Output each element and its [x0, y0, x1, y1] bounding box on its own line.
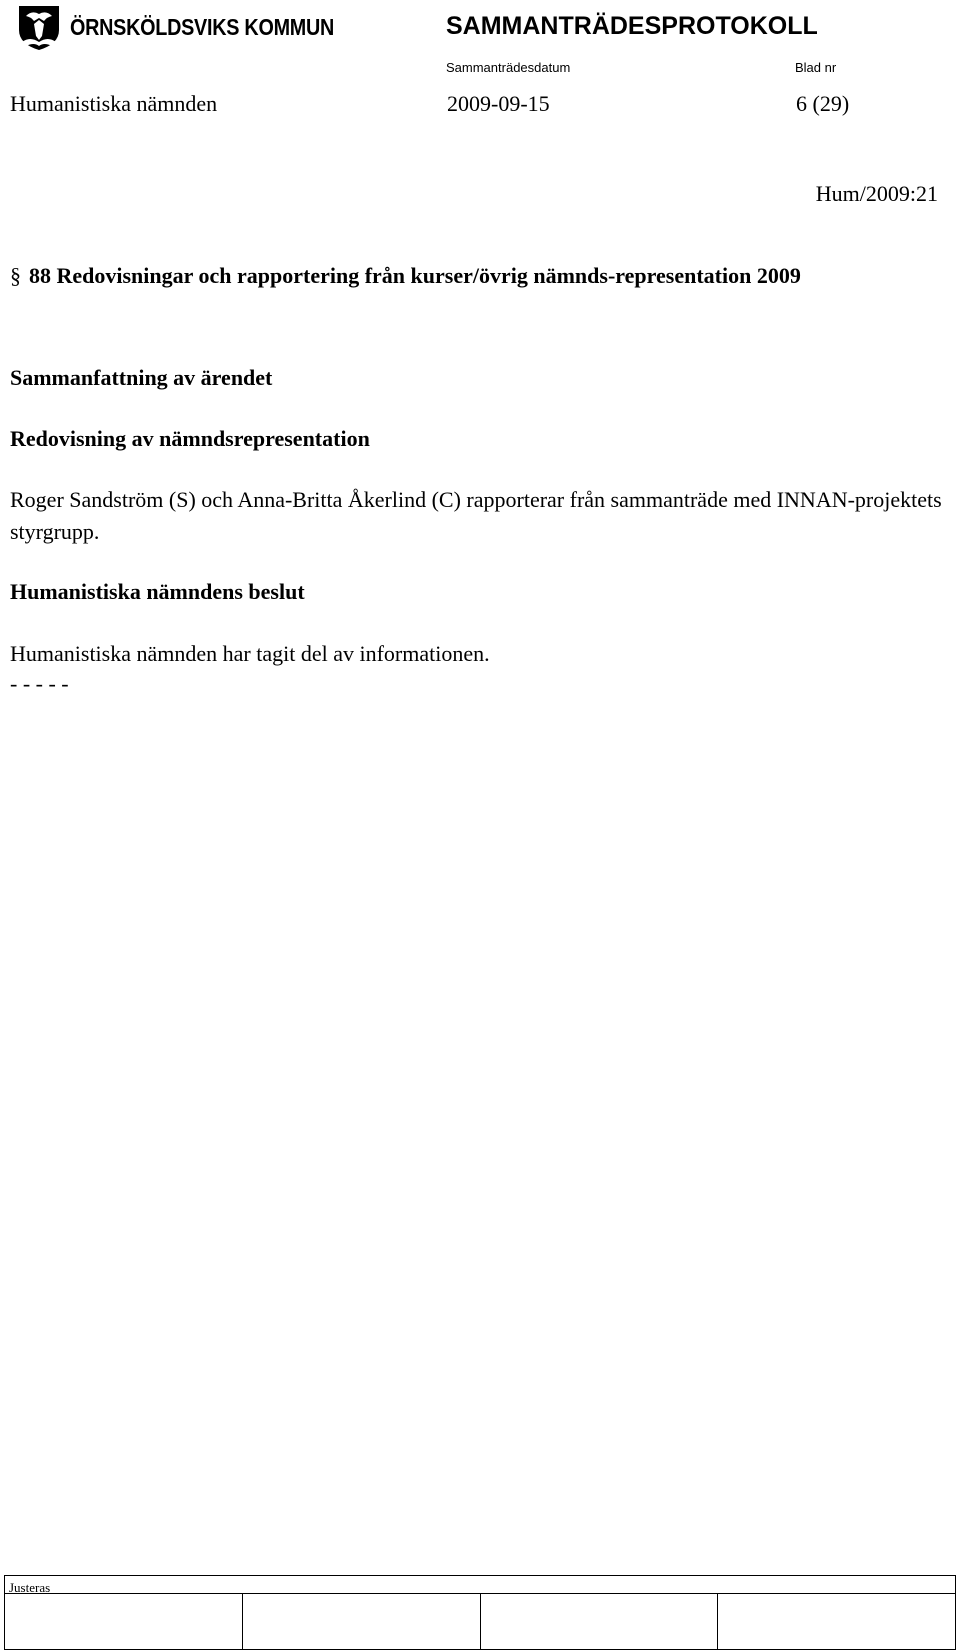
signature-cell [481, 1594, 719, 1649]
signature-cell [5, 1594, 243, 1649]
date-label: Sammanträdesdatum [446, 60, 571, 75]
signature-label: Justeras [9, 1580, 51, 1595]
signature-cell [243, 1594, 481, 1649]
document-type-title: SAMMANTRÄDESPROTOKOLL [446, 12, 818, 40]
summary-heading: Sammanfattning av ärendet [10, 365, 273, 390]
committee-name: Humanistiska nämnden [10, 91, 218, 116]
signature-table [4, 1575, 956, 1650]
report-paragraph: Roger Sandström (S) och Anna-Britta Åkerlind (C) rapporterar från sammanträde med INNAN-projektets styrgrupp. [10, 487, 942, 544]
signature-row [5, 1593, 955, 1649]
municipality-crest-icon [14, 2, 64, 52]
report-heading: Redovisning av nämndsrepresentation [10, 426, 370, 451]
page-label: Blad nr [795, 60, 837, 75]
section-title-text: 88 Redovisningar och rapportering från kurser/övrig nämnds-representation 2009 [29, 263, 801, 288]
paragraph-sign: § [10, 263, 21, 288]
meeting-date: 2009-09-15 [447, 91, 550, 116]
end-marker: - - - - - [10, 671, 69, 696]
signature-cell [718, 1594, 955, 1649]
decision-heading: Humanistiska nämndens beslut [10, 579, 305, 604]
decision-paragraph: Humanistiska nämnden har tagit del av informationen. [10, 641, 490, 666]
page-number: 6 (29) [796, 91, 850, 116]
case-reference: Hum/2009:21 [815, 181, 938, 206]
municipality-logo [14, 2, 335, 52]
section-heading [10, 260, 870, 292]
organization-name: ÖRNSKÖLDSVIKS KOMMUN [70, 13, 335, 40]
